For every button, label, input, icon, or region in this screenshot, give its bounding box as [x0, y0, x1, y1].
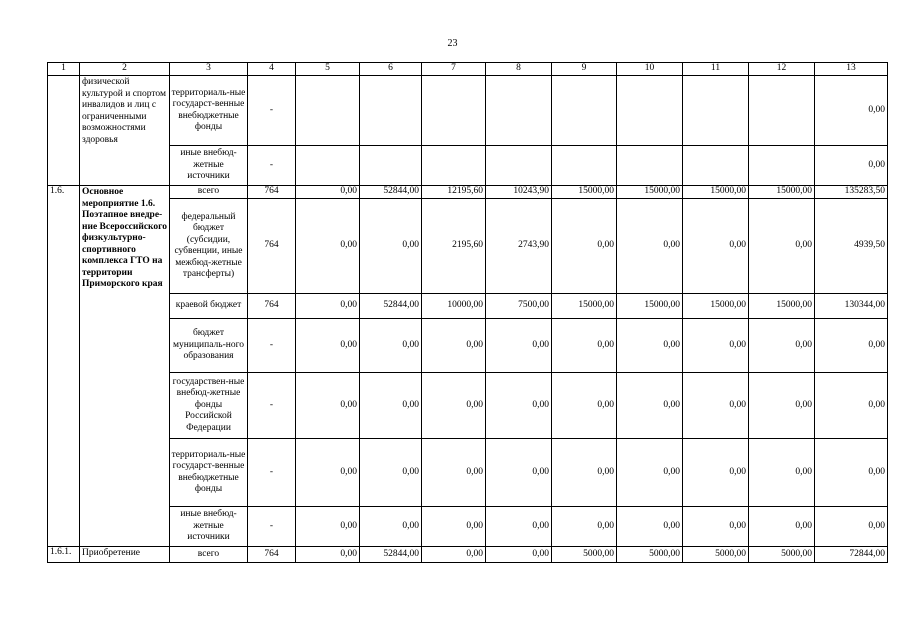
admin-code: -	[248, 373, 296, 439]
value-cell: 0,00	[749, 319, 815, 373]
value-cell: 15000,00	[617, 294, 683, 319]
admin-code: -	[248, 507, 296, 547]
admin-code: -	[248, 76, 296, 146]
value-cell	[683, 146, 749, 186]
header-cell: 8	[486, 63, 552, 76]
value-cell: 0,00	[683, 507, 749, 547]
value-cell: 0,00	[552, 373, 617, 439]
funding-source: всего	[170, 186, 248, 199]
table-row	[48, 507, 888, 547]
value-cell: 15000,00	[552, 186, 617, 199]
admin-code: 764	[248, 199, 296, 294]
value-cell	[749, 146, 815, 186]
value-cell: 0,00	[296, 373, 360, 439]
value-cell: 52844,00	[360, 294, 422, 319]
value-cell: 2195,60	[422, 199, 486, 294]
value-cell: 2743,90	[486, 199, 552, 294]
value-cell: 52844,00	[360, 186, 422, 199]
table-row	[48, 76, 888, 146]
program-name: Приобретение	[80, 547, 170, 563]
value-cell: 0,00	[683, 373, 749, 439]
value-cell	[617, 76, 683, 146]
header-row	[48, 63, 888, 76]
value-cell: 0,00	[422, 547, 486, 563]
value-cell	[422, 146, 486, 186]
admin-code: -	[248, 146, 296, 186]
value-cell: 0,00	[683, 319, 749, 373]
value-cell: 15000,00	[749, 186, 815, 199]
value-cell: 0,00	[422, 373, 486, 439]
table-body	[48, 63, 888, 563]
value-cell: 0,00	[422, 507, 486, 547]
value-cell: 0,00	[617, 439, 683, 507]
value-cell: 0,00	[486, 373, 552, 439]
value-cell: 0,00	[749, 439, 815, 507]
value-cell: 7500,00	[486, 294, 552, 319]
row-number	[48, 76, 80, 186]
table-row	[48, 373, 888, 439]
header-cell: 3	[170, 63, 248, 76]
value-cell: 0,00	[815, 439, 888, 507]
value-cell: 15000,00	[617, 186, 683, 199]
value-cell: 10000,00	[422, 294, 486, 319]
header-cell: 5	[296, 63, 360, 76]
header-cell: 6	[360, 63, 422, 76]
header-cell: 10	[617, 63, 683, 76]
value-cell: 0,00	[296, 547, 360, 563]
value-cell: 0,00	[360, 373, 422, 439]
value-cell	[486, 76, 552, 146]
value-cell: 0,00	[749, 507, 815, 547]
value-cell: 0,00	[486, 319, 552, 373]
value-cell: 0,00	[552, 199, 617, 294]
value-cell	[749, 76, 815, 146]
value-cell: 0,00	[683, 199, 749, 294]
value-cell: 0,00	[486, 439, 552, 507]
program-name: Основное мероприятие 1.6. Поэтапное внедре-ние Всероссийского физкультурно-спортивного комплекса ГТО на территории Приморского края	[80, 186, 170, 547]
value-cell: 12195,60	[422, 186, 486, 199]
header-cell: 7	[422, 63, 486, 76]
value-cell: 15000,00	[749, 294, 815, 319]
value-cell	[360, 146, 422, 186]
value-cell: 0,00	[422, 319, 486, 373]
value-cell: 0,00	[552, 319, 617, 373]
value-cell: 0,00	[815, 76, 888, 146]
value-cell: 0,00	[815, 319, 888, 373]
value-cell: 5000,00	[552, 547, 617, 563]
value-cell: 0,00	[360, 507, 422, 547]
value-cell: 0,00	[296, 199, 360, 294]
value-cell	[296, 146, 360, 186]
value-cell	[296, 76, 360, 146]
row-number: 1.6.	[48, 186, 80, 547]
value-cell: 0,00	[749, 199, 815, 294]
value-cell: 5000,00	[617, 547, 683, 563]
value-cell: 0,00	[486, 547, 552, 563]
row-number: 1.6.1.	[48, 547, 80, 563]
header-cell: 4	[248, 63, 296, 76]
admin-code: -	[248, 319, 296, 373]
admin-code: -	[248, 439, 296, 507]
header-cell: 11	[683, 63, 749, 76]
table-row	[48, 319, 888, 373]
header-cell: 13	[815, 63, 888, 76]
table-row	[48, 146, 888, 186]
value-cell: 5000,00	[683, 547, 749, 563]
funding-source: бюджет муниципаль-ного образования	[170, 319, 248, 373]
program-name: физической культурой и спортом инвалидов и лиц с ограниченными возможностями здоровья	[80, 76, 170, 186]
header-cell: 2	[80, 63, 170, 76]
value-cell: 0,00	[617, 507, 683, 547]
funding-source: всего	[170, 547, 248, 563]
funding-source: государствен-ные внебюд-жетные фонды Российской Федерации	[170, 373, 248, 439]
table-row	[48, 439, 888, 507]
header-cell: 12	[749, 63, 815, 76]
value-cell: 0,00	[296, 319, 360, 373]
value-cell: 0,00	[486, 507, 552, 547]
value-cell: 4939,50	[815, 199, 888, 294]
funding-source: федеральный бюджет (субсидии, субвенции, иные межбюд-жетные трансферты)	[170, 199, 248, 294]
funding-source: территориаль-ные государст-венные внебюджетные фонды	[170, 439, 248, 507]
value-cell: 130344,00	[815, 294, 888, 319]
table-row	[48, 199, 888, 294]
value-cell	[360, 76, 422, 146]
table-row	[48, 547, 888, 563]
value-cell: 0,00	[815, 507, 888, 547]
value-cell: 0,00	[552, 507, 617, 547]
header-cell: 1	[48, 63, 80, 76]
header-cell: 9	[552, 63, 617, 76]
value-cell: 52844,00	[360, 547, 422, 563]
value-cell: 0,00	[360, 439, 422, 507]
value-cell	[552, 76, 617, 146]
value-cell: 5000,00	[749, 547, 815, 563]
value-cell: 10243,90	[486, 186, 552, 199]
value-cell: 0,00	[360, 199, 422, 294]
admin-code: 764	[248, 547, 296, 563]
value-cell	[683, 76, 749, 146]
budget-table	[47, 62, 888, 563]
value-cell: 0,00	[552, 439, 617, 507]
value-cell: 0,00	[617, 319, 683, 373]
funding-source: территориаль-ные государст-венные внебюджетные фонды	[170, 76, 248, 146]
value-cell: 15000,00	[683, 294, 749, 319]
value-cell	[486, 146, 552, 186]
value-cell: 0,00	[617, 373, 683, 439]
value-cell: 0,00	[296, 186, 360, 199]
value-cell: 0,00	[815, 146, 888, 186]
value-cell: 0,00	[360, 319, 422, 373]
table-row	[48, 294, 888, 319]
value-cell: 0,00	[296, 294, 360, 319]
value-cell	[552, 146, 617, 186]
value-cell: 0,00	[296, 507, 360, 547]
value-cell	[422, 76, 486, 146]
funding-source: краевой бюджет	[170, 294, 248, 319]
page-number: 23	[447, 38, 458, 49]
value-cell: 0,00	[296, 439, 360, 507]
admin-code: 764	[248, 186, 296, 199]
funding-source: иные внебюд-жетные источники	[170, 146, 248, 186]
value-cell: 0,00	[422, 439, 486, 507]
table-row	[48, 186, 888, 199]
value-cell	[617, 146, 683, 186]
value-cell: 0,00	[815, 373, 888, 439]
value-cell: 15000,00	[683, 186, 749, 199]
admin-code: 764	[248, 294, 296, 319]
value-cell: 15000,00	[552, 294, 617, 319]
value-cell: 0,00	[617, 199, 683, 294]
value-cell: 72844,00	[815, 547, 888, 563]
value-cell: 0,00	[749, 373, 815, 439]
funding-source: иные внебюд-жетные источники	[170, 507, 248, 547]
value-cell: 135283,50	[815, 186, 888, 199]
value-cell: 0,00	[683, 439, 749, 507]
